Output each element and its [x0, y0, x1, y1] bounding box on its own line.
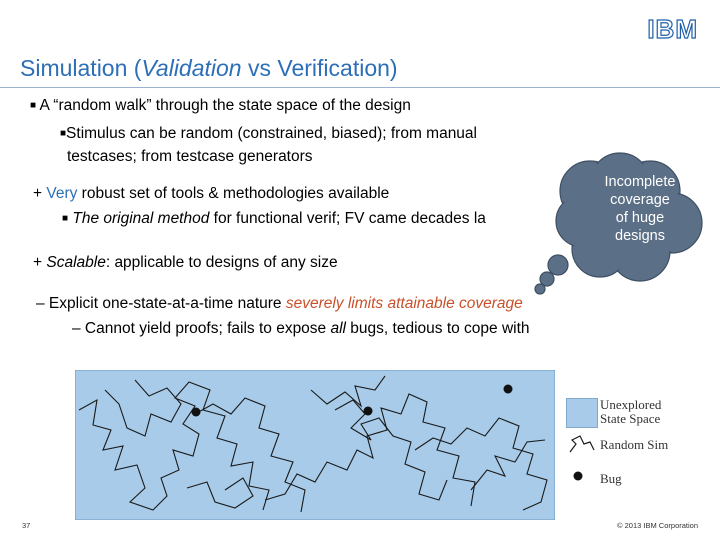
bug-icon: [570, 468, 586, 484]
square-bullet-icon: ■: [60, 128, 67, 139]
title-suffix: vs Verification): [241, 55, 398, 81]
square-bullet-icon: ■: [62, 213, 69, 224]
subbullet-cannot-yield: [72, 320, 530, 338]
callout-text: [580, 173, 700, 245]
legend-random-sim-label: Random Sim: [600, 437, 669, 452]
legend-bug-label: Bug: [600, 471, 622, 486]
random-sim-icon: [568, 434, 596, 454]
slide-title: [20, 55, 398, 82]
bullet-robust-tools: [33, 185, 389, 203]
highlight-coverage: severely limits attainable coverage: [285, 295, 523, 312]
ibm-logo: IBM: [647, 14, 698, 44]
italic-all: all: [330, 320, 346, 337]
bug-marker: [364, 407, 373, 416]
plus-marker: +: [33, 185, 47, 202]
callout-line: of huge: [615, 210, 665, 226]
bullet-scalable: [33, 254, 338, 272]
subbullet-text: Stimulus can be random (constrained, biased); from manual: [66, 125, 477, 142]
callout-line: Incomplete: [604, 174, 676, 190]
bullet-explicit-state: [36, 295, 523, 313]
bug-marker: [192, 408, 201, 417]
subbullet-text: – Cannot yield proofs; fails to expose: [72, 320, 331, 337]
bullet-text: : applicable to designs of any size: [105, 254, 338, 271]
subbullet-text: for functional verif; FV came decades la: [209, 210, 486, 227]
legend-unexplored-label: [600, 398, 661, 426]
legend-line: Unexplored: [600, 397, 662, 412]
plus-marker: +: [33, 254, 47, 271]
subbullet-text: bugs, tedious to cope with: [346, 320, 530, 337]
title-italic: Validation: [141, 55, 242, 81]
subbullet-original-method: [62, 210, 486, 228]
subbullet-stimulus: [60, 125, 477, 143]
page-number: 37: [22, 521, 31, 530]
italic-scalable: Scalable: [46, 254, 106, 271]
italic-original-method: The original method: [72, 210, 210, 227]
legend-line: State Space: [600, 411, 661, 426]
bullet-text: A “random walk” through the state space of the design: [39, 97, 411, 114]
unexplored-state-space: [75, 370, 555, 520]
title-divider: [0, 87, 720, 88]
square-bullet-icon: ■: [30, 100, 37, 111]
legend-unexplored-swatch: [566, 398, 598, 428]
highlight-very: Very: [46, 185, 78, 202]
title-prefix: Simulation (: [20, 55, 142, 81]
callout-line: designs: [615, 228, 665, 244]
bullet-random-walk: [30, 97, 411, 115]
state-space-diagram: [75, 370, 555, 520]
bug-marker: [504, 385, 513, 394]
callout-line: coverage: [610, 192, 670, 208]
bullet-text: – Explicit one-state-at-a-time nature: [36, 295, 286, 312]
bullet-text: robust set of tools & methodologies available: [77, 185, 390, 202]
subbullet-stimulus-cont: testcases; from testcase generators: [67, 148, 313, 165]
copyright-notice: © 2013 IBM Corporation: [617, 521, 698, 530]
